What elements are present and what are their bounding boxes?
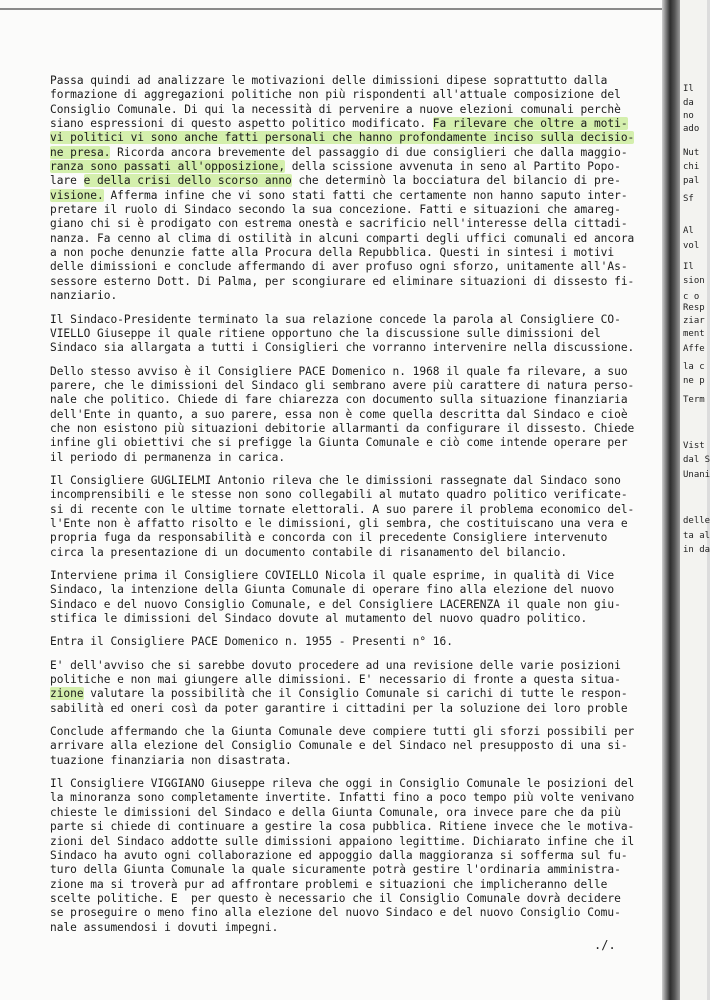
- highlight-mark: ranza sono passati all'opposizione,: [50, 160, 286, 174]
- text-line: Consiglio Comunale. Di qui la necessità di pervenire a nuove elezioni comunali perchè: [50, 102, 621, 116]
- edge-fragment: la c: [683, 362, 705, 372]
- text-line: se proseguire o meno fino alla elezione del nuovo Sindaco e del nuovo Consiglio Comu-: [50, 906, 621, 920]
- edge-fragment: ziar: [683, 316, 705, 326]
- edge-fragment: chi: [683, 162, 700, 172]
- text-line: incomprensibili e le stesse non sono collegabili al mutato quadro politico verificate-: [50, 488, 628, 502]
- scan-top-line: [0, 8, 668, 10]
- paragraph: [50, 635, 665, 649]
- text-line: zione valutare la possibilità che il Consiglio Comunale si carichi di tutte le respon-: [50, 687, 628, 701]
- text-line: tuazione finanziaria non disastrata.: [50, 753, 292, 767]
- edge-fragment: delle: [683, 516, 710, 526]
- text-line: arrivare alla elezione del Consiglio Comunale e del Sindaco nel presupposto di una si-: [50, 739, 628, 753]
- edge-fragment: ta al: [683, 531, 710, 541]
- text-line: nale che politico. Chiede di fare chiarezza con documento sulla situazione finanziaria: [50, 393, 628, 407]
- text-line: l'Ente non è affatto risolto e le dimissioni, gli sembra, che costituiscano una vera e: [50, 516, 628, 530]
- text-line: dell'Ente in quanto, a suo parere, essa non è come quella descritta dal Sindaco e cioè: [50, 407, 628, 421]
- text-line: stifica le dimissioni del Sindaco dovute al mutamento del nuovo quadro politico.: [50, 612, 588, 626]
- edge-fragment: ment: [683, 329, 705, 339]
- text-line: Passa quindi ad analizzare le motivazioni delle dimissioni dipese soprattutto dalla: [50, 74, 608, 87]
- text-line: lare e della crisi dello scorso anno che determinò la bocciatura del bilancio di pre-: [50, 174, 621, 188]
- text-line: Interviene prima il Consigliere COVIELLO Nicola il quale esprime, in qualità di Vice: [50, 569, 615, 582]
- text-line: Il Consigliere GUGLIELMI Antonio rileva che le dimissioni rassegnate dal Sindaco sono: [50, 473, 621, 487]
- edge-fragment: pal: [683, 176, 700, 186]
- text-line: nale assumendosi i dovuti impegni.: [50, 920, 279, 934]
- edge-fragment: Al: [683, 226, 694, 236]
- paragraph: [50, 313, 665, 356]
- text-line: politiche e non mai giungere alle dimissioni. E' necessario di fronte a questa situa-: [50, 673, 621, 687]
- paragraph: [50, 659, 665, 716]
- text-line: propria fuga da responsabilità e concorda con il precedente Consigliere intervenuto: [50, 531, 608, 545]
- text-line: il periodo di permanenza in carica.: [50, 450, 286, 464]
- text-line: [50, 131, 665, 145]
- edge-fragment: dal S: [683, 455, 710, 465]
- next-page-edge: [680, 0, 710, 1000]
- highlight-mark: vi politici vi sono anche fatti personali che hanno profondamente inciso sulla decisio-: [50, 131, 635, 145]
- edge-fragment: c o: [683, 292, 700, 302]
- edge-fragment: Il: [683, 84, 694, 94]
- text-line: Sindaco e del nuovo Consiglio Comunale, e del Consigliere LACERENZA il quale non giu-: [50, 597, 621, 611]
- text-line: Dello stesso avviso è il Consigliere PACE Domenico n. 1968 il quale fa rilevare, a suo: [50, 364, 628, 378]
- edge-fragment: Nut: [683, 148, 700, 158]
- text-line: zione ma si troverà pur ad affrontare problemi e situazioni che implicheranno delle: [50, 877, 608, 891]
- document-body: [50, 74, 665, 944]
- text-line: visione. Afferma infine che vi sono stati fatti che certamente non hanno saputo inter-: [50, 188, 628, 202]
- edge-fragment: da: [683, 98, 694, 108]
- edge-fragment: Vist: [683, 441, 705, 451]
- edge-fragment: ne p: [683, 376, 705, 386]
- text-line: infine gli obiettivi che si prefigge la Giunta Comunale e ciò come intende operare per: [50, 436, 628, 450]
- edge-fragment: Unani: [683, 470, 710, 480]
- text-line: E' dell'avviso che si sarebbe dovuto procedere ad una revisione delle varie posizioni: [50, 658, 621, 672]
- text-line: a non poche denunzie fatte alla Procura della Repubblica. Questi in sintesi i motivi: [50, 246, 615, 260]
- text-line: Entra il Consigliere PACE Domenico n. 1955 - Presenti n° 16.: [50, 635, 453, 649]
- text-line: pretare il ruolo di Sindaco secondo la sua concezione. Fatti e situazioni che amareg-: [50, 203, 621, 217]
- edge-fragment: Il: [683, 262, 694, 272]
- text-line: delle dimissioni e conclude affermando di aver profuso ogni sforzo, unitamente all'As-: [50, 260, 628, 274]
- text-line: Sindaco ha avuto ogni collaborazione ed appoggio dalla maggioranza si sofferma sul fu-: [50, 848, 628, 862]
- text-line: giano chi si è prodigato con estrema onestà e sacrificio nell'interesse della cittadi-: [50, 217, 628, 231]
- highlight-mark: Fa rilevare che oltre a moti-: [432, 117, 628, 131]
- text-line: si di recente con le ultime tornate elettorali. A suo parere il problema economico del-: [50, 502, 635, 516]
- text-line: VIELLO Giuseppe il quale ritiene opportuno che la discussione sulle dimissioni del: [50, 326, 601, 340]
- text-line: Conclude affermando che la Giunta Comunale deve compiere tutti gli sforzi possibili per: [50, 725, 635, 739]
- text-line: la minoranza sono completamente invertite. Infatti fino a poco tempo più volte venivano: [50, 791, 635, 805]
- edge-fragment: Resp: [683, 303, 705, 313]
- paragraph: [50, 777, 665, 935]
- text-line: parte si chiede di continuare a gestire la cosa pubblica. Ritiene invece che le motiva-: [50, 820, 635, 834]
- highlight-mark: visione.: [50, 188, 104, 202]
- text-line: zioni del Sindaco addotte sulle dimissioni appaiono legittime. Dichiarato infine che il: [50, 834, 635, 848]
- edge-fragment: no: [683, 111, 694, 121]
- text-line: che non esistono più situazioni debitorie allarmanti da configurare il dissesto. Chiede: [50, 421, 635, 435]
- edge-fragment: sion: [683, 276, 705, 286]
- text-line: ne presa. Ricorda ancora brevemente del passaggio di due consiglieri che dalla maggio-: [50, 145, 628, 159]
- text-line: Sindaco sia allargata a tutti i Consiglieri che vorranno intervenire nella discussione.: [50, 341, 635, 355]
- edge-fragment: ado: [683, 124, 700, 134]
- text-line: chieste le dimissioni del Sindaco e della Giunta Comunale, ora invece pare che da più: [50, 805, 621, 819]
- highlight-mark: ne presa.: [50, 145, 111, 159]
- text-line: turo della Giunta Comunale la quale sicuramente potrà gestire l'ordinaria amministra-: [50, 863, 621, 877]
- text-line: parere, che le dimissioni del Sindaco gli sembrano avere più carattere di natura perso-: [50, 378, 635, 392]
- paragraph: [50, 725, 665, 768]
- text-line: sessore esterno Dott. Di Palma, per scongiurare ed eliminare situazioni di dissesto fi-: [50, 274, 635, 288]
- text-line: circa la presentazione di un documento contabile di risanamento del bilancio.: [50, 545, 568, 559]
- edge-fragment: Sf: [683, 194, 694, 204]
- paragraph: [50, 74, 665, 304]
- text-line: sabilità ed oneri così da poter garantire i cittadini per la soluzione dei loro proble: [50, 701, 628, 715]
- edge-fragment: Affe: [683, 344, 705, 354]
- text-line: Sindaco, la intenzione della Giunta Comunale di operare fino alla elezione del nuovo: [50, 583, 615, 597]
- text-line: siano espressioni di questo aspetto politico modificato. Fa rilevare che oltre a moti-: [50, 117, 628, 131]
- text-line: Il Consigliere VIGGIANO Giuseppe rileva che oggi in Consiglio Comunale le posizioni del: [50, 777, 635, 791]
- text-line: Il Sindaco-Presidente terminato la sua relazione concede la parola al Consigliere CO-: [50, 312, 621, 326]
- text-line: scelte politiche. E per questo è necessario che il Consiglio Comunale dovrà decidere: [50, 891, 621, 905]
- edge-fragment: Term: [683, 395, 705, 405]
- paragraph: [50, 569, 665, 626]
- paragraph: [50, 365, 665, 465]
- text-line: nanza. Fa cenno al clima di ostilità in alcuni comparti degli uffici comunali ed ancora: [50, 231, 635, 245]
- edge-fragment: vol: [683, 241, 700, 251]
- edge-fragment: in da: [683, 545, 710, 555]
- text-line: formazione di aggregazioni politiche non più rispondenti all'attuale composizione del: [50, 88, 621, 102]
- highlight-mark: zione: [50, 687, 84, 701]
- highlight-mark: e della crisi dello scorso anno: [83, 174, 292, 188]
- paragraph: [50, 474, 665, 560]
- binding-gutter: [662, 0, 680, 1000]
- text-line: nanziario.: [50, 289, 118, 303]
- text-line: ranza sono passati all'opposizione, della scissione avvenuta in seno al Partito Popo-: [50, 160, 621, 174]
- continuation-mark: ./.: [594, 938, 616, 952]
